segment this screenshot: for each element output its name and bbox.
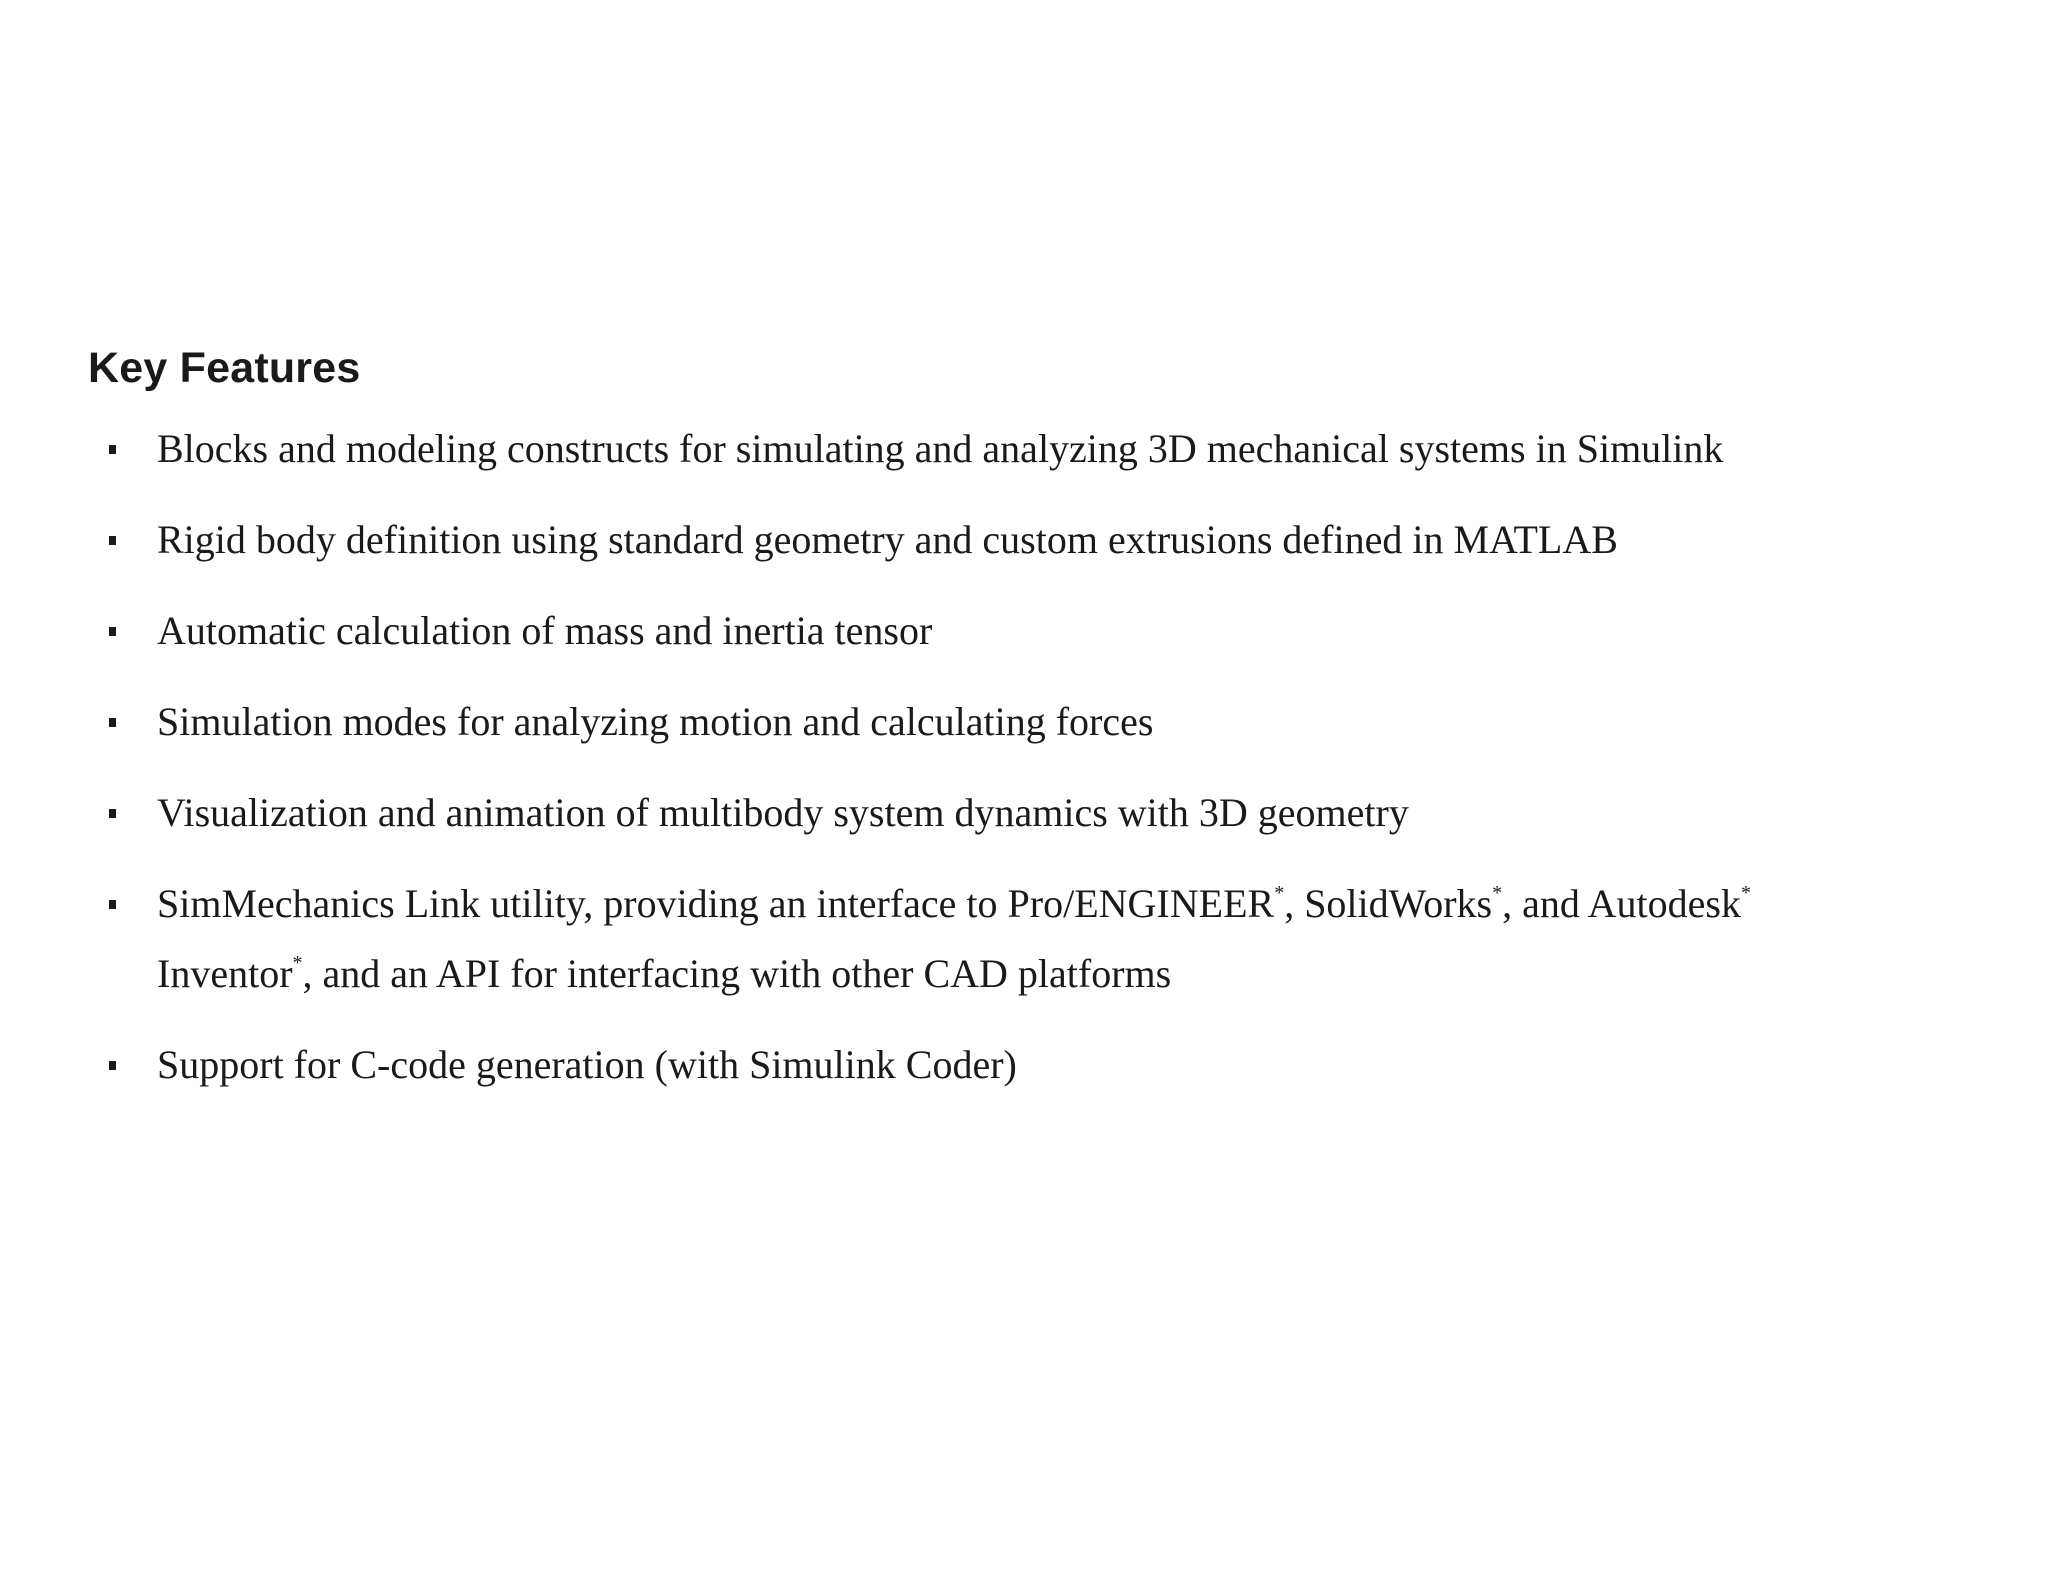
feature-text: Inventor: [157, 951, 293, 996]
list-item: [88, 596, 1948, 666]
feature-text: , and an API for interfacing with other CAD platforms: [302, 951, 1172, 996]
key-features-section: [88, 340, 1948, 1121]
feature-text: Blocks and modeling constructs for simulating and analyzing 3D mechanical systems in Simulink: [157, 426, 1724, 471]
list-item: [88, 778, 1948, 848]
trademark-asterisk: *: [292, 952, 303, 974]
feature-text: Rigid body definition using standard geometry and custom extrusions defined in MATLAB: [157, 517, 1618, 562]
bullet-icon: [109, 809, 116, 818]
feature-text: SimMechanics Link utility, providing an interface to Pro/ENGINEER: [157, 881, 1275, 926]
list-item: [88, 505, 1948, 575]
feature-text: Visualization and animation of multibody system dynamics with 3D geometry: [157, 790, 1409, 835]
bullet-icon: [109, 718, 116, 727]
trademark-asterisk: *: [1274, 882, 1285, 904]
list-item: [88, 1030, 1948, 1100]
feature-list: [88, 414, 1948, 1100]
feature-text: , SolidWorks: [1284, 881, 1493, 926]
trademark-asterisk: *: [1740, 882, 1751, 904]
list-item: [88, 687, 1948, 757]
feature-text: Simulation modes for analyzing motion and calculating forces: [157, 699, 1154, 744]
bullet-icon: [109, 627, 116, 636]
feature-text: Support for C-code generation (with Simulink Coder): [157, 1042, 1017, 1087]
feature-text: Automatic calculation of mass and inertia tensor: [157, 608, 933, 653]
section-heading: Key Features: [88, 344, 361, 392]
trademark-asterisk: *: [1492, 882, 1503, 904]
bullet-icon: [109, 445, 116, 454]
bullet-icon: [109, 1061, 116, 1070]
list-item: [88, 869, 1948, 1009]
bullet-icon: [109, 900, 116, 909]
feature-text: , and Autodesk: [1502, 881, 1741, 926]
bullet-icon: [109, 536, 116, 545]
list-item: [88, 414, 1948, 484]
